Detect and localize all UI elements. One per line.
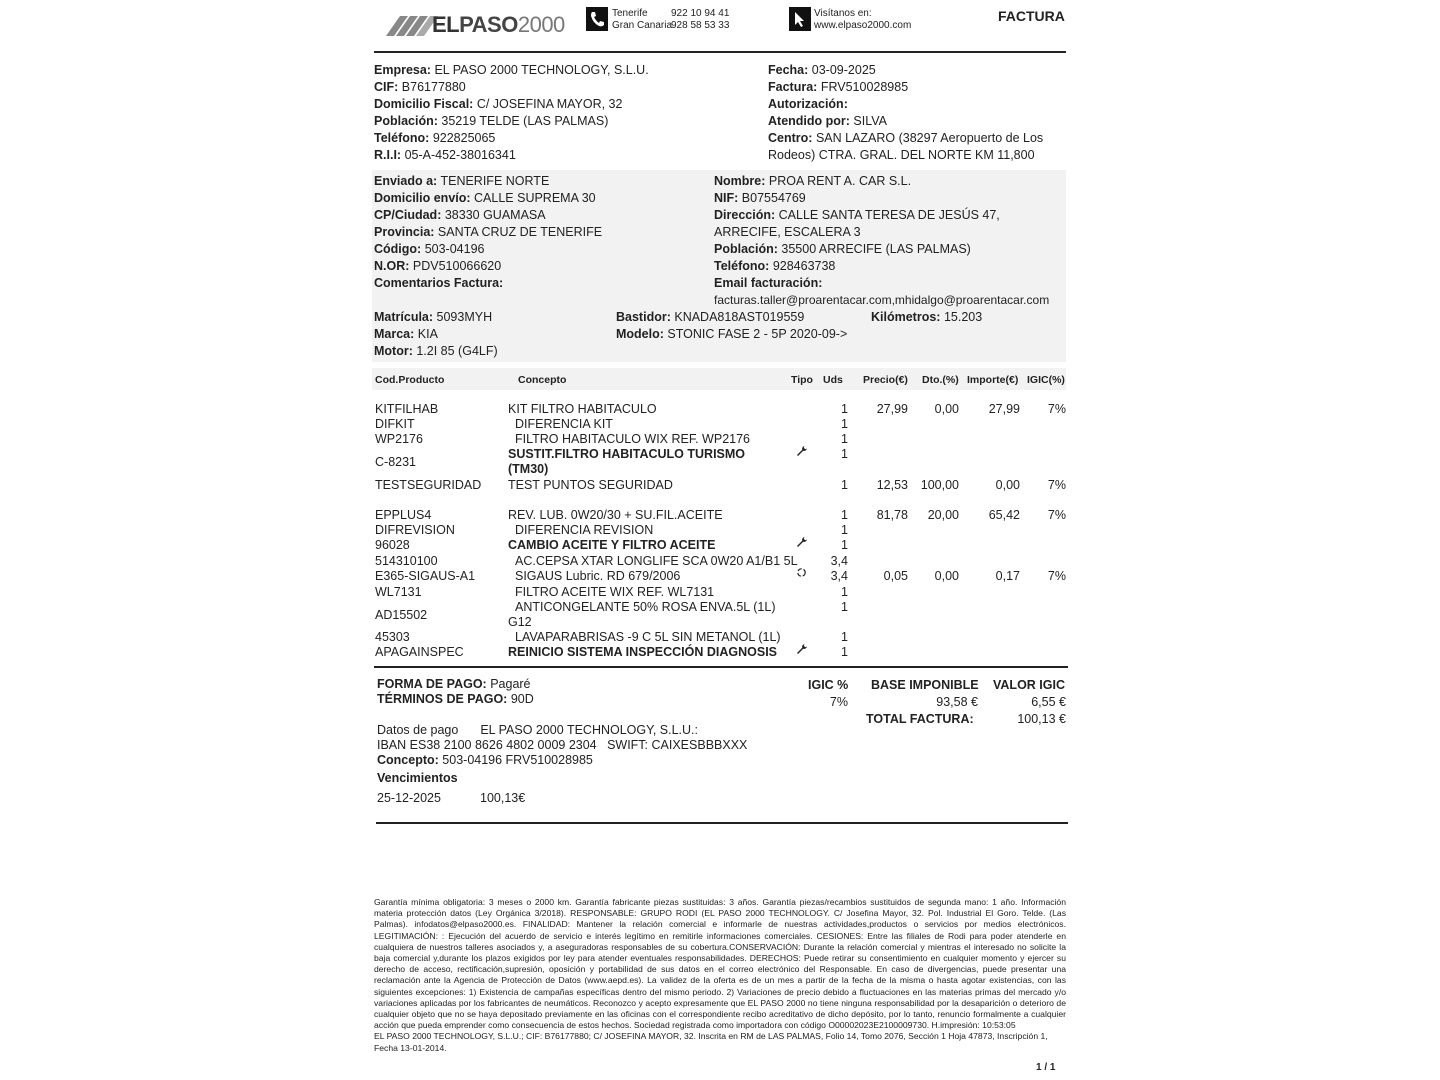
legal-text: Garantía mínima obligatoria: 3 meses o 2000 km. Garantía fabricante piezas sustituidas: 3 años. Garantía piezas/recambios sustituidos de segunda mano: 1 año. Información materia protección datos (Ley Orgánica 3/2018). RESPONSABLE: GRUPO RODI (EL PASO 2000 TECHNOLOGY. C/ Josefina Mayor, 32. Pol. Industrial El Goro. Telde. (Las Palmas). infodatos@elpaso2000.es. FINALIDAD: Mantener la relación comercial e informarle de nuestras actividades,productos o servicios por medios electrónicos. LEGITIMACIÓN: : Ejecución del acuerdo de servicio e interés legítimo en remitirle informaciones comerciales. CESIONES: Entre las filiales de Rodi para poder atenderle en cualquiera de nuestros talleres asociados y, a aseguradoras responsables de su cobertura.CONSERVACIÓN: Durante la relación comercial y mientras el interesado no solicite la baja comercial y,durante los plazos exigidos por ley para atender eventuales responsabilidades. DERECHOS: Puede retirar su consentimiento en cualquier momento y ejercer su derecho de acceso, rectificación,supresión, oposición y portabilidad de sus datos en el correo electrónico del Responsable. En caso de divergencias, puede presentar una reclamación ante la Agencia de Protección de Datos (www.aepd.es). La validez de la oferta es de un mes a partir de la fecha de la misma o hasta agotar existencias, con las siguientes excepciones: 1) Existencia de campañas específicas dentro del mismo periodo. 2) Variaciones de precio debido a fluctuaciones en las materias primas del mercado y/o variaciones aplicadas por los fabricantes de neumáticos. Reconozco y acepto expresamente que EL PASO 2000 no tiene ninguna responsabilidad por la desaparición o deterioro de cualquier objeto que no se haya depositado previamente en las oficinas con el correspondiente recibo acreditativo de dicho depósito, por lo tanto, renuncio formalmente a cualquier acción que pueda emprender como consecuencia de estos hechos. Sociedad registrada como importadora con código O00002023E2100009730. H.impresión: 10:53:05 [374,897,1066,1031]
product-concept: TEST PUNTOS SEGURIDAD [508,478,673,492]
col-header-precio: Precio(€) [863,374,908,386]
wrench-icon [796,643,808,659]
quantity: 1 [841,508,848,522]
kilometros-row: Kilómetros: 15.203 [871,310,983,324]
iban-row: IBAN ES38 2100 8626 4802 0009 2304 SWIFT: CAIXESBBBXXX [377,738,748,752]
product-concept: SIGAUS Lubric. RD 679/2006 [515,569,681,583]
vencimiento-importe: 100,13€ [480,791,526,805]
product-concept: KIT FILTRO HABITACULO [508,402,657,416]
registry-text: EL PASO 2000 TECHNOLOGY, S.L.U.; CIF: B76177880; C/ JOSEFINA MAYOR, 32. Inscrita en RM de LAS PALMAS, Folio 14, Tomo 2076, Sección 1 Hoja 47873, Inscripción 1, Fecha 13-01-2014. [374,1031,1048,1053]
col-header-uds: Uds [823,374,843,386]
cp-ciudad-row: CP/Ciudad: 38330 GUAMASA [374,208,546,222]
product-code: EPPLUS4 [375,508,432,522]
product-code: 45303 [375,630,410,644]
centro-row-2: Rodeos) CTRA. GRAL. DEL NORTE KM 11,800 [768,148,1035,162]
igic-percent-header: IGIC % [808,678,849,692]
base-imponible-header: BASE IMPONIBLE [871,678,979,692]
direccion-row-2: ARRECIFE, ESCALERA 3 [714,225,861,239]
col-header-igic: IGIC(%) [1027,374,1065,386]
cif-row: CIF: B76177880 [374,80,466,94]
discount: 0,00 [934,402,959,416]
header-divider [374,51,1066,53]
igic-percent-value: 7% [829,695,848,709]
phone-label-gran-canaria: Gran Canaria [612,20,673,31]
amount: 0,17 [995,569,1020,583]
payment-bottom-divider [376,822,1068,824]
product-concept: DIFERENCIA REVISION [515,523,654,537]
forma-pago-row: FORMA DE PAGO: Pagaré [377,677,531,691]
col-header-concepto: Concepto [518,374,567,386]
phone-number-tenerife: 922 10 94 41 [671,8,730,19]
terminos-pago-row: TÉRMINOS DE PAGO: 90D [377,692,534,706]
quantity: 1 [841,585,848,599]
concepto-pago-row: Concepto: 503-04196 FRV510028985 [377,753,593,767]
autorizacion-row: Autorización: [768,97,848,111]
email-label: Email facturación: [714,276,823,290]
discount: 20,00 [927,508,959,522]
product-code: 514310100 [375,554,438,568]
web-label: Visítanos en: [814,8,872,19]
product-concept: FILTRO ACEITE WIX REF. WL7131 [515,585,715,599]
customer-poblacion-row: Población: 35500 ARRECIFE (LAS PALMAS) [714,242,971,256]
product-concept: CAMBIO ACEITE Y FILTRO ACEITE [508,538,716,552]
phone-number-gran-canaria: 928 58 53 33 [671,20,730,31]
quantity: 1 [841,630,848,644]
total-factura-label: TOTAL FACTURA: [866,712,974,726]
igic-rate: 7% [1047,569,1066,583]
total-factura-value: 100,13 € [1017,712,1066,726]
quantity: 1 [841,478,848,492]
web-url[interactable]: www.elpaso2000.com [814,20,912,31]
base-imponible-value: 93,58 € [936,695,978,709]
product-code: DIFKIT [375,417,415,431]
wrench-icon [796,536,808,552]
col-header-dto: Dto.(%) [922,374,959,386]
quantity: 1 [841,645,848,659]
nor-row: N.OR: PDV510066620 [374,259,502,273]
nombre-row: Nombre: PROA RENT A. CAR S.L. [714,174,912,188]
product-concept: FILTRO HABITACULO WIX REF. WP2176 [515,432,750,446]
domicilio-row: Domicilio Fiscal: C/ JOSEFINA MAYOR, 32 [374,97,623,111]
col-header-importe: Importe(€) [967,374,1019,386]
legal-notice [374,897,1066,1054]
recycle-icon [796,567,807,582]
phone-label-tenerife: Tenerife [612,8,648,19]
product-code: AD15502 [375,608,428,622]
rii-row: R.I.I: 05-A-452-38016341 [374,148,516,162]
product-code: KITFILHAB [375,402,439,416]
codigo-row: Código: 503-04196 [374,242,485,256]
cursor-icon [789,7,811,31]
unit-price: 81,78 [876,508,908,522]
table-bottom-divider [374,666,1068,668]
modelo-row: Modelo: STONIC FASE 2 - 5P 2020-09-> [616,327,848,341]
matricula-row: Matrícula: 5093MYH [374,310,493,324]
marca-row: Marca: KIA [374,327,438,341]
igic-rate: 7% [1047,478,1066,492]
igic-rate: 7% [1047,402,1066,416]
direccion-row: Dirección: CALLE SANTA TERESA DE JESÚS 47, [714,208,1000,222]
comentarios-row: Comentarios Factura: [374,276,504,290]
quantity: 1 [841,538,848,552]
product-code: TESTSEGURIDAD [375,478,482,492]
valor-igic-header: VALOR IGIC [993,678,1065,692]
email-value: facturas.taller@proarentacar.com,mhidalgo@proarentacar.com [714,293,1050,307]
page-number: 1 / 1 [1036,1062,1056,1073]
nif-row: NIF: B07554769 [714,191,806,205]
provincia-row: Provincia: SANTA CRUZ DE TENERIFE [374,225,603,239]
quantity: 1 [841,432,848,446]
product-concept: ANTICONGELANTE 50% ROSA ENVA.5L (1L) [515,600,776,614]
product-code: E365-SIGAUS-A1 [375,569,476,583]
product-code: WL7131 [375,585,422,599]
atendido-row: Atendido por: SILVA [768,114,888,128]
document-title: FACTURA [998,8,1065,24]
quantity: 1 [841,417,848,431]
product-concept: LAVAPARABRISAS -9 C 5L SIN METANOL (1L) [515,630,781,644]
product-code: DIFREVISION [375,523,455,537]
logo-text: ELPASO2000 [432,12,565,37]
vencimientos-label: Vencimientos [377,771,458,785]
discount: 0,00 [934,569,959,583]
product-code: 96028 [375,538,410,552]
amount: 27,99 [988,402,1020,416]
product-code: WP2176 [375,432,423,446]
product-concept: DIFERENCIA KIT [515,417,613,431]
quantity: 3,4 [830,554,848,568]
quantity: 3,4 [830,569,848,583]
product-concept-continued: G12 [508,615,532,629]
product-code: APAGAINSPEC [375,645,464,659]
factura-row: Factura: FRV510028985 [768,80,909,94]
quantity: 1 [841,523,848,537]
table-header-bg [372,368,1066,390]
product-concept: SUSTIT.FILTRO HABITACULO TURISMO [508,447,746,461]
telefono-row: Teléfono: 922825065 [374,131,496,145]
vencimiento-fecha: 25-12-2025 [377,791,441,805]
amount: 0,00 [995,478,1020,492]
valor-igic-value: 6,55 € [1031,695,1066,709]
customer-telefono-row: Teléfono: 928463738 [714,259,836,273]
quantity: 1 [841,600,848,614]
bastidor-row: Bastidor: KNADA818AST019559 [616,310,805,324]
unit-price: 12,53 [876,478,908,492]
empresa-row: Empresa: EL PASO 2000 TECHNOLOGY, S.L.U. [374,63,649,77]
product-concept-continued: (TM30) [508,462,549,476]
centro-row: Centro: SAN LAZARO (38297 Aeropuerto de Los [768,131,1044,145]
enviado-row: Enviado a: TENERIFE NORTE [374,174,550,188]
discount: 100,00 [920,478,959,492]
product-code: C-8231 [375,455,416,469]
wrench-icon [796,445,808,461]
domicilio-envio-row: Domicilio envío: CALLE SUPREMA 30 [374,191,596,205]
phone-icon [586,7,608,31]
quantity: 1 [841,447,848,461]
fecha-row: Fecha: 03-09-2025 [768,63,876,77]
col-header-tipo: Tipo [791,374,813,386]
product-concept: REV. LUB. 0W20/30 + SU.FIL.ACEITE [508,508,723,522]
igic-rate: 7% [1047,508,1066,522]
unit-price: 27,99 [876,402,908,416]
amount: 65,42 [988,508,1020,522]
product-concept: REINICIO SISTEMA INSPECCIÓN DIAGNOSIS [508,645,778,659]
unit-price: 0,05 [883,569,908,583]
datos-pago-row: Datos de pago EL PASO 2000 TECHNOLOGY, S.L.U.: [377,723,699,737]
product-concept: AC.CEPSA XTAR LONGLIFE SCA 0W20 A1/B1 5L [515,554,798,568]
col-header-codigo: Cod.Producto [375,374,445,386]
motor-row: Motor: 1.2I 85 (G4LF) [374,344,498,358]
quantity: 1 [841,402,848,416]
poblacion-row: Población: 35219 TELDE (LAS PALMAS) [374,114,609,128]
